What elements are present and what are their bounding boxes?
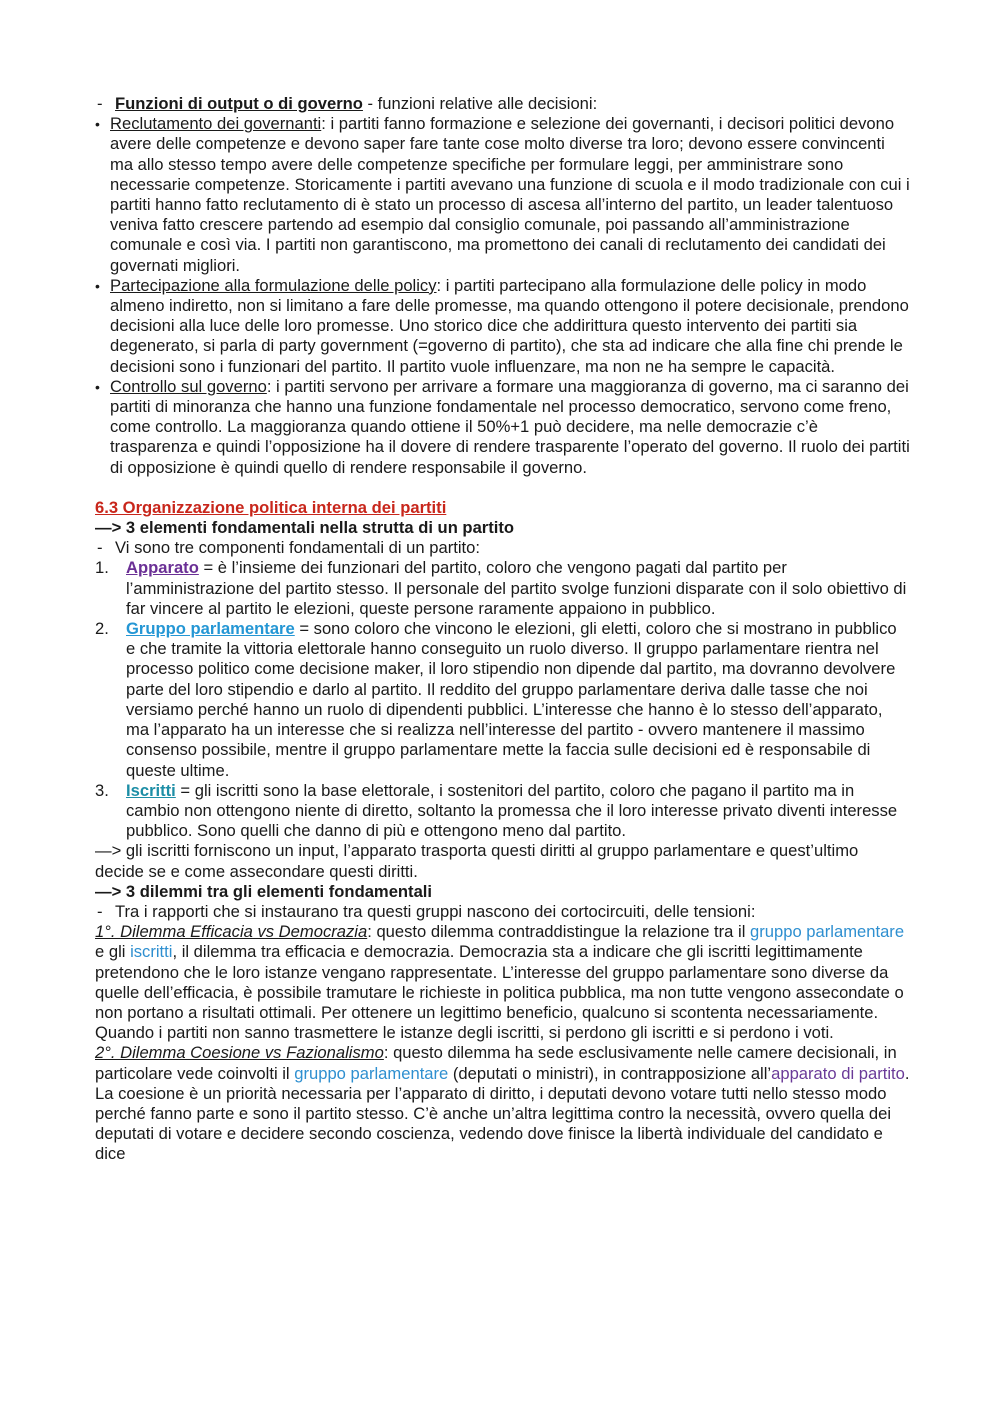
intro-components-text: Vi sono tre componenti fondamentali di un partito: (115, 538, 480, 558)
highlight-apparato-di-partito: apparato di partito (771, 1063, 905, 1083)
dilemma-text: . La coesione è un priorità necessaria per l’apparato di diritto, i deputati devono votare tutti nello stesso modo perché fanno parte e sono il partito stesso. C’è anche un’altra legittima contro la necessità, ovvero quella dei deputati di votare e decidere secondo coscienza, vedendo dove finisce la libertà individuale del candidato e dice (95, 1063, 910, 1164)
highlight-iscritti: iscritti (130, 942, 173, 962)
subheading-dilemmas: —> 3 dilemmi tra gli elementi fondamentali (95, 881, 433, 901)
output-functions-heading (95, 94, 910, 114)
dilemma-text: : questo dilemma contraddistingue la relazione tra il (367, 922, 751, 942)
dash-marker: - (97, 94, 103, 113)
term-gruppo-parlamentare: Gruppo parlamentare (126, 619, 295, 639)
numbered-item-gruppo-parlamentare (95, 619, 910, 781)
item-text: = gli iscritti sono la base elettorale, i sostenitori del partito, coloro che pagano il partito ma in cambio non ottengono niente di diretto, soltanto la promessa che il loro interesse privato diventi interesse pubblico. Sono quelli che danno di più e ottengono meno dal partito. (126, 780, 898, 841)
item-number: 1. (95, 558, 109, 578)
arrow-note: —> gli iscritti forniscono un input, l’apparato trasporta questi diritti al gruppo parlamentare e quest’ultimo decide se e come assecondare questi diritti. (95, 841, 859, 881)
dilemma-text: e gli (95, 942, 131, 962)
numbered-item-iscritti (95, 781, 910, 842)
bullet-item-reclutamento (95, 114, 910, 276)
numbered-item-apparato (95, 558, 910, 619)
intro-dilemmas (95, 902, 910, 922)
dilemma-title: 1°. Dilemma Efficacia vs Democrazia (95, 922, 368, 942)
dilemma-text: (deputati o ministri), in contrapposizione all’ (448, 1063, 772, 1083)
highlight-gruppo-parlamentare: gruppo parlamentare (294, 1063, 449, 1083)
bullet-marker: • (95, 116, 100, 133)
dilemma-title: 2°. Dilemma Coesione vs Fazionalismo (95, 1043, 384, 1063)
bullet-item-partecipazione (95, 276, 910, 377)
bullet-text: : i partiti fanno formazione e selezione dei governanti, i decisori politici devono avere delle competenze e devono saper fare tante cose molto diverse tra loro; devono essere convincenti ma allo stesso tempo avere delle competenze specifiche per formulare leggi, per amministrare sono necessarie competenze. Storicamente i partiti avevano una funzione di scuola e il modo tradizionale con cui i partiti hanno fatto reclutamento di è stato un processo di ascesa all’interno del partito, un leader talentuoso veniva fatto crescere partendo ad esempio dal consiglio comunale, poi passando all’amministrazione comunale e così via. I partiti non garantiscono, ma promettono dei canali di reclutamento dei candidati dei governati migliori. (110, 114, 910, 275)
dash-marker: - (97, 901, 103, 921)
dilemma-text: : questo dilemma ha sede esclusivamente nelle camere decisionali, in particolare vede coinvolti il (95, 1043, 897, 1083)
subheading-elements: —> 3 elementi fondamentali nella strutta di un partito (95, 518, 515, 538)
bullet-text: : i partiti servono per arrivare a formare una maggioranza di governo, ma ci saranno dei partiti di minoranza che hanno una funzione fondamentale nel processo democratico, servono come freno, come controllo. La maggioranza quando ottiene il 50%+1 può decidere, ma nelle democrazie c’è trasparenza e quindi l’opposizione ha il dovere di rendere trasparente l’operato del governo. Il ruolo dei partiti di opposizione è quindi quello di rendere responsabile il governo. (110, 376, 910, 477)
bullet-marker: • (95, 277, 100, 294)
output-functions-title: Funzioni di output o di governo (115, 94, 363, 113)
intro-dilemmas-text: Tra i rapporti che si instaurano tra questi gruppi nascono dei cortocircuiti, delle tensioni: (115, 901, 756, 921)
item-text: = è l’insieme dei funzionari del partito, coloro che vengono pagati dal partito per l’amministrazione del partito stesso. Il personale del partito svolge funzioni disparate con il solo obiettivo di far vincere al partito le elezioni, queste persone raramente appaiono in pubblico. (126, 558, 907, 618)
highlight-gruppo-parlamentare: gruppo parlamentare (750, 922, 905, 942)
term-iscritti: Iscritti (126, 780, 176, 800)
spacer (95, 478, 910, 498)
item-text: = sono coloro che vincono le elezioni, gli eletti, coloro che si mostrano in pubblico e che tramite la vittoria elettorale hanno conseguito un ruolo diverso. Il gruppo parlamentare rientra nel processo politico come decisione maker, il loro stipendio non dipende dal partito, ma dovranno devolvere parte del loro stipendio e darlo al partito. Il reddito del gruppo parlamentare deriva dalle tasse che noi versiamo perché hanno un ruolo di dipendenti pubblici. L’interesse che hanno è lo stesso dell’apparato, ma l’apparato ha un interesse che si realizza nell’interesse del partito - ovvero mantenere il massimo consenso possibile, mentre il gruppo parlamentare mette la faccia sulle decisioni ed è responsabile di queste ultime. (126, 619, 897, 780)
bullet-term: Controllo sul governo (110, 376, 267, 396)
dilemma-text: , il dilemma tra efficacia e democrazia. Democrazia sta a indicare che gli iscritti legittimamente pretendono che le loro istanze vengano rappresentate. L’interesse del gruppo parlamentare sono diverse da quelle dell’efficacia, è possibile tramutare le richieste in politica pubblica, ma non tutte vengono assecondate o non portano a risultati ottimali. Per ottenere un legittimo beneficio, qualcuno si scontenta necessariamente. Quando i partiti non sanno trasmettere le istanze degli iscritti, si perdono gli iscritti e si perdono i voti. (95, 942, 904, 1043)
dilemma-coesione (95, 1043, 910, 1164)
term-apparato: Apparato (126, 558, 199, 578)
bullet-term: Partecipazione alla formulazione delle policy (110, 275, 437, 295)
bullet-term: Reclutamento dei governanti (110, 114, 322, 134)
bullet-marker: • (95, 378, 100, 395)
dash-marker: - (97, 538, 103, 558)
output-functions-rest: - funzioni relative alle decisioni: (362, 94, 598, 113)
item-number: 3. (95, 780, 109, 800)
bullet-text: : i partiti partecipano alla formulazione delle policy in modo almeno indiretto, non si limitano a fare delle promesse, ma quando ottengono il potere decisionale, prendono decisioni alla luce delle loro promesse. Uno storico dice che addirittura questo intervento dei partiti sia degenerato, si parla di party government (=governo di partito), che sta ad indicare che alla fine chi prende le decisioni sono i funzionari del partito. Il partito vuole influenzare, ma non ne ha sempre le capacità. (110, 275, 909, 376)
item-number: 2. (95, 619, 109, 639)
dilemma-efficacia (95, 922, 910, 1043)
intro-components (95, 538, 910, 558)
section-title: 6.3 Organizzazione politica interna dei partiti (95, 497, 447, 517)
bullet-item-controllo (95, 377, 910, 478)
